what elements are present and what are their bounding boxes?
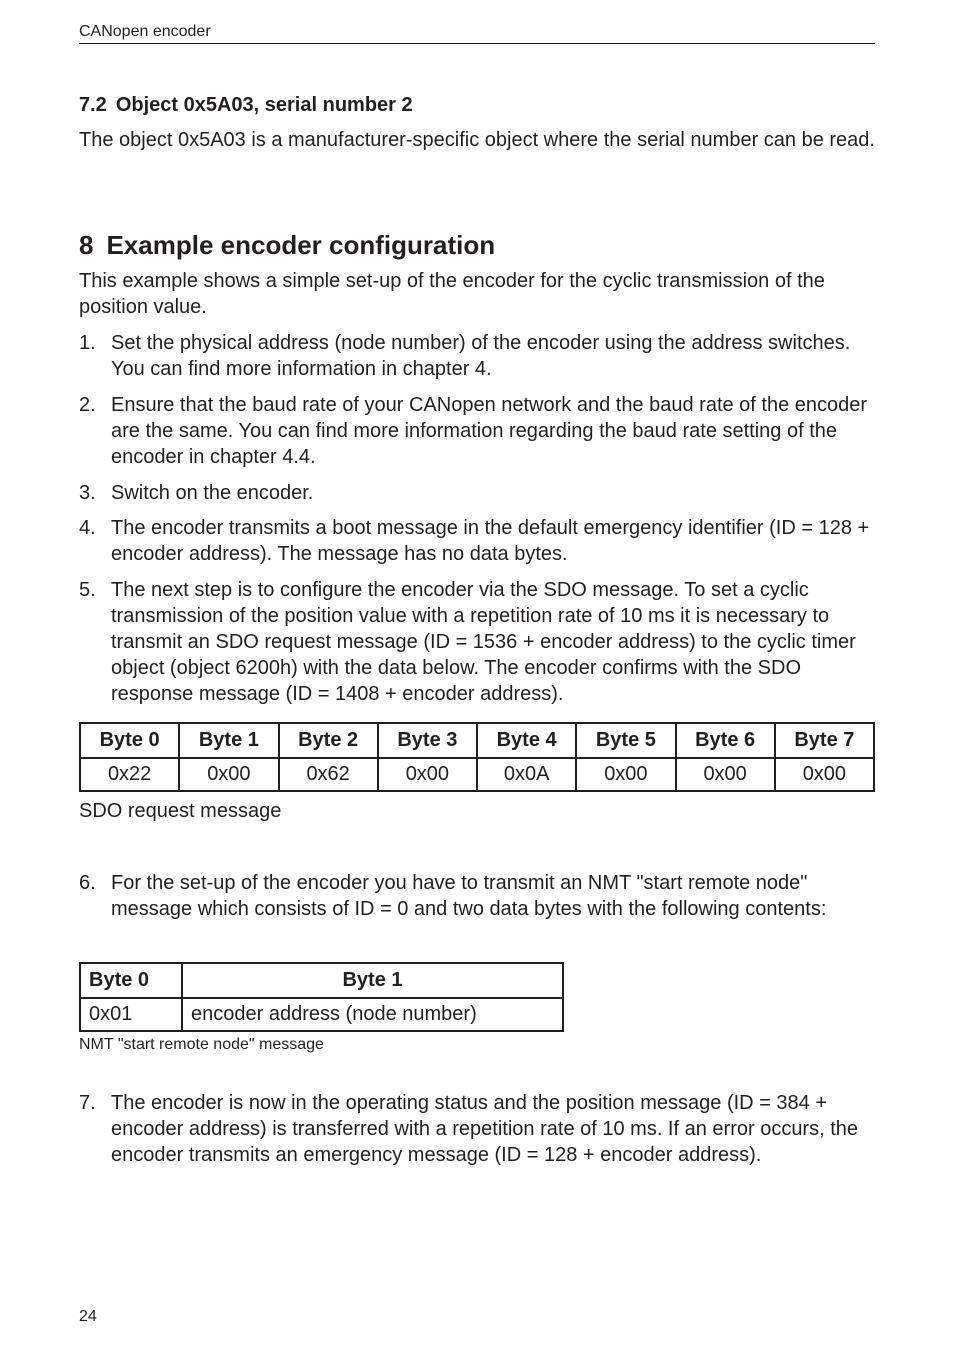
list-text: The next step is to configure the encoder via the SDO message. To set a cyclic transmission of the position value with a repetition rate of 10 ms it is necessary to transmit an SDO request message (ID = 1536 + encoder address) to the cyclic timer object (object 6200h) with the data below. The encoder confirms with the SDO response message (ID = 1408 + encoder address). [111, 579, 856, 705]
list-number: 5. [79, 579, 96, 601]
table-header-cell: Byte 6 [676, 723, 775, 758]
section-7-2-body: The object 0x5A03 is a manufacturer-specific object where the serial number can be read. [79, 129, 875, 151]
table-cell: 0x22 [80, 758, 179, 791]
list-number: 1. [79, 332, 96, 354]
list-number: 7. [79, 1092, 96, 1114]
section-7-2-heading [79, 92, 413, 118]
list-item [79, 577, 879, 707]
nmt-message-table [79, 962, 564, 1032]
list-item [79, 330, 879, 382]
section-title: Example encoder configuration [106, 230, 496, 260]
list-item [79, 1090, 879, 1168]
table-cell: encoder address (node number) [182, 998, 563, 1031]
list-number: 3. [79, 482, 96, 504]
list-text: The encoder is now in the operating status and the position message (ID = 384 + encoder address) is transferred with a repetition rate of 10 ms. If an error occurs, the encoder transmits an emergency message (ID = 128 + encoder address). [111, 1092, 859, 1166]
table-row [80, 998, 563, 1031]
table-cell: 0x62 [279, 758, 378, 791]
table-cell: 0x00 [775, 758, 874, 791]
section-8-heading [79, 229, 495, 261]
list-text: The encoder transmits a boot message in the default emergency identifier (ID = 128 + encoder address). The message has no data bytes. [111, 517, 870, 565]
list-item [79, 870, 879, 922]
table-header-cell: Byte 1 [179, 723, 278, 758]
list-text: For the set-up of the encoder you have to transmit an NMT "start remote node" message which consists of ID = 0 and two data bytes with the following contents: [111, 872, 827, 920]
table-header-cell: Byte 4 [477, 723, 576, 758]
nmt-table-caption: NMT "start remote node" message [79, 1036, 324, 1053]
section-number: 8 [79, 230, 94, 260]
table-header-cell: Byte 0 [80, 963, 182, 998]
running-header: CANopen encoder [79, 22, 875, 44]
list-text: Ensure that the baud rate of your CANopen network and the baud rate of the encoder are the same. You can find more information regarding the baud rate setting of the encoder in chapter 4.4. [111, 394, 868, 468]
table-header-cell: Byte 5 [576, 723, 675, 758]
table-header-cell: Byte 3 [378, 723, 477, 758]
table-cell: 0x00 [378, 758, 477, 791]
sdo-request-table [79, 722, 875, 792]
table-header-cell: Byte 1 [182, 963, 563, 998]
sdo-table-caption: SDO request message [79, 800, 282, 822]
table-header-row [80, 963, 563, 998]
list-item [79, 480, 879, 506]
table-row [80, 758, 874, 791]
section-8-intro: This example shows a simple set-up of the encoder for the cyclic transmission of the position value. [79, 270, 825, 318]
list-item [79, 515, 879, 567]
section-number: 7.2 [79, 94, 107, 116]
list-item [79, 392, 879, 470]
table-cell: 0x00 [179, 758, 278, 791]
table-cell: 0x00 [676, 758, 775, 791]
table-cell: 0x00 [576, 758, 675, 791]
list-number: 4. [79, 517, 96, 539]
page-number: 24 [79, 1308, 97, 1325]
table-cell: 0x01 [80, 998, 182, 1031]
table-cell: 0x0A [477, 758, 576, 791]
list-text: Set the physical address (node number) of the encoder using the address switches. You can find more information in chapter 4. [111, 332, 851, 380]
list-number: 2. [79, 394, 96, 416]
list-text: Switch on the encoder. [111, 482, 314, 504]
table-header-cell: Byte 0 [80, 723, 179, 758]
table-header-cell: Byte 2 [279, 723, 378, 758]
table-header-cell: Byte 7 [775, 723, 874, 758]
section-title: Object 0x5A03, serial number 2 [115, 94, 413, 116]
table-header-row [80, 723, 874, 758]
list-number: 6. [79, 872, 96, 894]
